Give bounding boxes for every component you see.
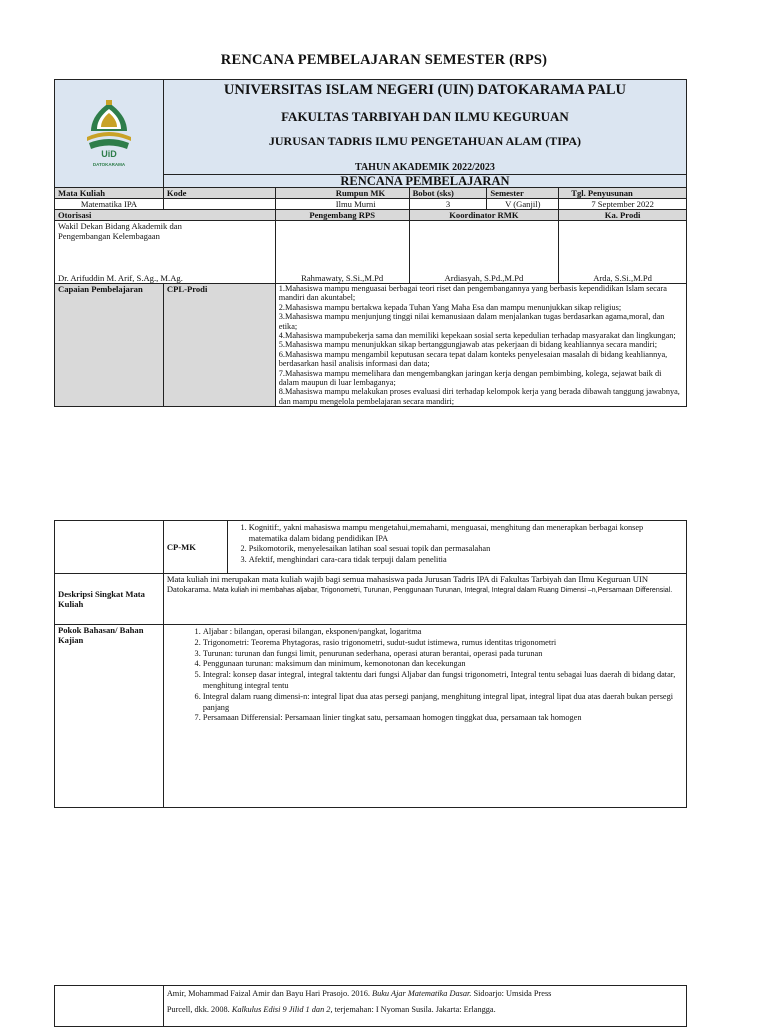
- capaian-label: Capaian Pembelajaran: [55, 284, 164, 407]
- list-item: 3. Afektif, menghindari cara-cara tidak terpuji dalam penelitia: [249, 555, 683, 566]
- list-item: 1.Mahasiswa mampu menguasai berbagai teori riset dan pengembangannya yang berbasis kependidikan Islam secara mandiri dan akuntabel;: [278, 284, 667, 303]
- header-tgl: Tgl. Penyusunan: [559, 188, 687, 199]
- document-title: RENCANA PEMBELAJARAN SEMESTER (RPS): [220, 52, 548, 68]
- list-item: 1. Aljabar : bilangan, operasi bilangan, eksponen/pangkat, logaritma: [203, 627, 683, 638]
- cpl-list-cell: [275, 284, 686, 407]
- koordinator-name: Ardiasyah, S.Pd.,M.Pd: [409, 221, 559, 284]
- institution-cell: [163, 80, 686, 175]
- header-otorisasi: Otorisasi: [55, 210, 276, 221]
- list-item: 2.Mahasiswa mampu bertakwa kepada Tuhan Yang Maha Esa dan mampu menunjukkan sikap religius;: [278, 302, 622, 312]
- deskripsi-text-small: Mata kuliah ini membahas aljabar, Trigonometri, Turunan, Penggunaan Turunan, Integral, Integral dalam Ruang Dimensi –n,Persamaan Differensial.: [213, 587, 673, 594]
- value-rumpun: Ilmu Murni: [275, 199, 409, 210]
- rps-detail-table: [54, 520, 687, 808]
- header-semester: Semester: [487, 188, 559, 199]
- svg-text:UiD: UiD: [101, 148, 117, 159]
- list-item: 7. Persamaan Differensial: Persamaan linier tingkat satu, persamaan homogen tinggkat dua, persamaan tak homogen: [203, 713, 683, 724]
- cpmk-spacer: [55, 521, 164, 574]
- reference-2: Purcell, dkk. 2008. Kalkulus Edisi 9 Jilid 1 dan 2, terjemahan: I Nyoman Susila. Jakarta: Erlangga.: [166, 1005, 496, 1014]
- references-table: [54, 985, 687, 1027]
- plan-title: RENCANA PEMBELAJARAN: [163, 175, 686, 188]
- list-item: 4.Mahasiswa mampubekerja sama dan memiliki kepekaan sosial serta kepedulian terhadap masyarakat dan lingkungan;: [278, 331, 676, 341]
- cpmk-cell: [227, 521, 686, 574]
- cpmk-list: [231, 523, 683, 565]
- header-rumpun: Rumpun MK: [275, 188, 409, 199]
- list-item: 1. Kognitif:, yakni mahasiswa mampu mengetahui,memahami, menguasai, menghitung dan menerapkan berbagai konsep matematika dalam bidang pendidikan IPA: [249, 523, 683, 544]
- cpl-list: [279, 284, 683, 406]
- list-item: 8.Mahasiswa mampu melakukan proses evaluasi diri terhadap kelompok kerja yang berada dibawah tanggung jawabnya, dan mampu mengelola pembelajaran secara mandiri;: [278, 387, 680, 406]
- otorisasi-name: Dr. Arifuddin M. Arif, S.Ag., M.Ag.: [58, 273, 183, 283]
- header-mata-kuliah: Mata Kuliah: [55, 188, 164, 199]
- deskripsi-cell: [163, 574, 686, 625]
- list-item: 5.Mahasiswa mampu menunjukkan sikap bertanggungjawab atas pekerjaan di bidang keahliannya secara mandiri;: [278, 340, 658, 350]
- header-pengembang: Pengembang RPS: [275, 210, 409, 221]
- deskripsi-text: Mata kuliah ini merupakan mata kuliah wajib bagi semua mahasiswa pada Jurusan Tadris IPA di Fakultas Tarbiyah dan Ilmu Keguruan UIN Datokarama.: [166, 574, 649, 594]
- list-item: 3.Mahasiswa mampu menjunjung tinggi nilai kemanusiaan dalam menjalankan tugas berdasarkan agama,moral, dan etika;: [278, 312, 665, 331]
- value-kode: [163, 199, 275, 210]
- university-name: UNIVERSITAS ISLAM NEGERI (UIN) DATOKARAMA PALU: [223, 82, 627, 98]
- value-tgl: 7 September 2022: [559, 199, 687, 210]
- header-koordinator: Koordinator RMK: [409, 210, 559, 221]
- list-item: 7.Mahasiswa mampu memelihara dan mengembangkan jaringan kerja dengan pembimbing, kolega, sejawat baik di dalam maupun di luar lembaganya;: [278, 368, 662, 388]
- deskripsi-label: Deskripsi Singkat Mata Kuliah: [55, 574, 164, 625]
- otorisasi-cell: [55, 221, 276, 284]
- list-item: 3. Turunan: turunan dan fungsi limit, penurunan sederhana, operasi aturan berantai, operasi pada turunan: [203, 649, 683, 660]
- pokok-label: Pokok Bahasan/ Bahan Kajian: [55, 625, 164, 808]
- reference-1: Amir, Mohammad Faizal Amir dan Bayu Hari Prasojo. 2016. Buku Ajar Matematika Dasar. Sidoarjo: Umsida Press: [166, 989, 552, 998]
- list-item: 5. Integral: konsep dasar integral, integral taktentu dari fungsi Aljabar dan fungsi trigonometri, Integral tentu sebagai luas daerah di bidang datar, menghitung integral tentu: [203, 670, 683, 692]
- value-semester: V (Ganjil): [487, 199, 559, 210]
- header-kode: Kode: [163, 188, 275, 199]
- department-name: JURUSAN TADRIS ILMU PENGETAHUAN ALAM (TIPA): [268, 134, 582, 148]
- logo-cell: [55, 80, 164, 188]
- academic-year: TAHUN AKADEMIK 2022/2023: [355, 162, 495, 173]
- pokok-list: [167, 627, 683, 724]
- kaprodi-name: Arda, S.Si.,M.Pd: [559, 221, 687, 284]
- svg-text:DATOKARAMA: DATOKARAMA: [92, 161, 126, 167]
- cpmk-label: CP-MK: [163, 521, 227, 574]
- header-kaprodi: Ka. Prodi: [559, 210, 687, 221]
- list-item: 6. Integral dalam ruang dimensi-n: integral lipat dua atas persegi panjang, menghitung integral lipat, integral lipat dua atas daerah bukan persegi panjang: [203, 692, 683, 714]
- rps-header-table: [54, 79, 687, 407]
- references-label: [55, 986, 164, 1027]
- otorisasi-role: Wakil Dekan Bidang Akademik dan Pengembangan Kelembagaan: [58, 221, 182, 241]
- list-item: 2. Trigonometri: Teorema Phytagoras, rasio trigonometri, sudut-sudut istimewa, rumus identitas trigonometri: [203, 638, 683, 649]
- pengembang-name: Rahmawaty, S.Si.,M.Pd: [275, 221, 409, 284]
- header-bobot: Bobot (sks): [409, 188, 487, 199]
- list-item: 2. Psikomotorik, menyelesaikan latihan soal sesuai topik dan permasalahan: [249, 544, 683, 555]
- list-item: 6.Mahasiswa mampu mengambil keputusan secara tepat dalam konteks penyelesaian masalah di bidang keahliannya, berdasarkan hasil analisis informasi dan data;: [278, 349, 668, 369]
- list-item: 4. Penggunaan turunan: maksimum dan minimum, kemonotonan dan kecekungan: [203, 659, 683, 670]
- references-cell: [163, 986, 686, 1027]
- value-bobot: 3: [409, 199, 487, 210]
- pokok-cell: [163, 625, 686, 808]
- faculty-name: FAKULTAS TARBIYAH DAN ILMU KEGURUAN: [281, 109, 569, 124]
- university-logo-icon: [79, 97, 139, 169]
- cpl-label: CPL-Prodi: [163, 284, 275, 407]
- value-mata-kuliah: Matematika IPA: [55, 199, 164, 210]
